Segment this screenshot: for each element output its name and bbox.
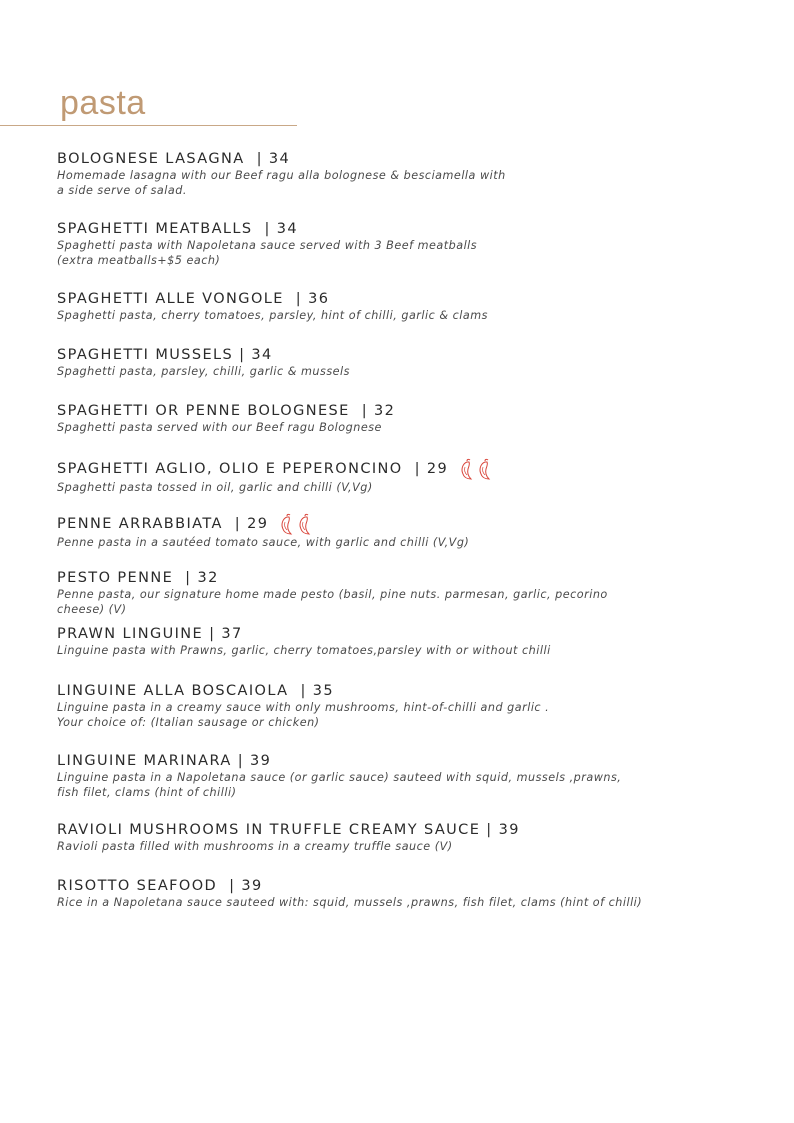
- menu-item-heading: [57, 220, 757, 238]
- menu-item: [57, 752, 757, 800]
- menu-item-description: Penne pasta, our signature home made pesto (basil, pine nuts. parmesan, garlic, pecorino cheese) (V): [57, 588, 608, 616]
- menu-item-price: | 29: [414, 461, 449, 477]
- menu-item-description: Spaghetti pasta, parsley, chilli, garlic & mussels: [57, 365, 350, 378]
- chilli-icon: [458, 458, 475, 480]
- menu-item-heading: [57, 402, 757, 420]
- menu-item-price: | 35: [300, 683, 335, 699]
- menu-item-description: Linguine pasta in a Napoletana sauce (or garlic sauce) sauteed with squid, mussels ,prawns, fish filet, clams (hint of chilli): [57, 771, 622, 799]
- menu-item-price: | 29: [234, 516, 269, 532]
- menu-item-description: Spaghetti pasta, cherry tomatoes, parsley, hint of chilli, garlic & clams: [57, 309, 488, 322]
- menu-item-name: RAVIOLI MUSHROOMS IN TRUFFLE CREAMY SAUCE | 39: [57, 822, 520, 838]
- menu-item-name: SPAGHETTI MEATBALLS: [57, 221, 253, 237]
- menu-item-description: Ravioli pasta filled with mushrooms in a creamy truffle sauce (V): [57, 840, 453, 853]
- menu-item-price: | 32: [361, 403, 396, 419]
- menu-item-price: | 39: [229, 878, 263, 894]
- spicy-rating: [278, 513, 313, 535]
- menu-item-heading: [57, 682, 757, 700]
- menu-item-heading: [57, 569, 757, 587]
- menu-item: [57, 821, 757, 855]
- menu-item-description: Spaghetti pasta served with our Beef ragu Bolognese: [57, 421, 382, 434]
- menu-item-heading: [57, 150, 757, 168]
- menu-item-name: SPAGHETTI ALLE VONGOLE: [57, 291, 284, 307]
- menu-item-name: SPAGHETTI OR PENNE BOLOGNESE: [57, 403, 350, 419]
- menu-item-description: Linguine pasta with Prawns, garlic, cherry tomatoes,parsley with or without chilli: [57, 644, 551, 657]
- menu-item-name: PENNE ARRABBIATA: [57, 516, 223, 532]
- menu-item-heading: [57, 458, 757, 480]
- menu-item: [57, 458, 757, 496]
- menu-item-name: BOLOGNESE LASAGNA: [57, 151, 245, 167]
- menu-item-description: Rice in a Napoletana sauce sauteed with: squid, mussels ,prawns, fish filet, clams (hint of chilli): [57, 896, 643, 909]
- menu-item-heading: [57, 877, 757, 895]
- menu-item: [57, 150, 757, 198]
- menu-item-name: PRAWN LINGUINE | 37: [57, 626, 243, 642]
- section-title: pasta: [60, 84, 146, 122]
- menu-item-heading: [57, 752, 757, 770]
- menu-item: [57, 402, 757, 436]
- menu-item-heading: [57, 821, 757, 839]
- menu-item-price: | 34: [256, 151, 291, 167]
- menu-item-heading: [57, 625, 757, 643]
- menu-item: [57, 682, 757, 730]
- menu-item-description: Penne pasta in a sautéed tomato sauce, with garlic and chilli (V,Vg): [57, 536, 470, 549]
- menu-item: [57, 513, 757, 551]
- menu-item-name: RISOTTO SEAFOOD: [57, 878, 218, 894]
- menu-item: [57, 625, 757, 659]
- menu-item-price: | 34: [264, 221, 299, 237]
- menu-item-heading: [57, 513, 757, 535]
- menu-item-heading: [57, 346, 757, 364]
- chilli-icon: [476, 458, 493, 480]
- menu-item-name: SPAGHETTI MUSSELS | 34: [57, 347, 273, 363]
- menu-item-name: SPAGHETTI AGLIO, OLIO E PEPERONCINO: [57, 461, 403, 477]
- menu-item: [57, 569, 757, 617]
- menu-item: [57, 220, 757, 268]
- menu-item-description: Homemade lasagna with our Beef ragu alla bolognese & besciamella with a side serve of salad.: [57, 169, 506, 197]
- menu-item: [57, 877, 757, 911]
- menu-item-description: Spaghetti pasta with Napoletana sauce served with 3 Beef meatballs (extra meatballs+$5 each): [57, 239, 478, 267]
- menu-item-name: LINGUINE MARINARA | 39: [57, 753, 272, 769]
- spicy-rating: [458, 458, 493, 480]
- menu-item-description: Spaghetti pasta tossed in oil, garlic and chilli (V,Vg): [57, 481, 373, 494]
- chilli-icon: [278, 513, 295, 535]
- title-divider: [0, 125, 297, 126]
- menu-item-heading: [57, 290, 757, 308]
- menu-item-price: | 32: [185, 570, 219, 586]
- menu-item-price: | 36: [295, 291, 330, 307]
- menu-item: [57, 290, 757, 324]
- menu-item-description: Linguine pasta in a creamy sauce with only mushrooms, hint-of-chilli and garlic . Your choice of: (Italian sausage or chicken): [57, 701, 550, 729]
- chilli-icon: [296, 513, 313, 535]
- menu-item-name: LINGUINE ALLA BOSCAIOLA: [57, 683, 289, 699]
- menu-item-name: PESTO PENNE: [57, 570, 174, 586]
- menu-item: [57, 346, 757, 380]
